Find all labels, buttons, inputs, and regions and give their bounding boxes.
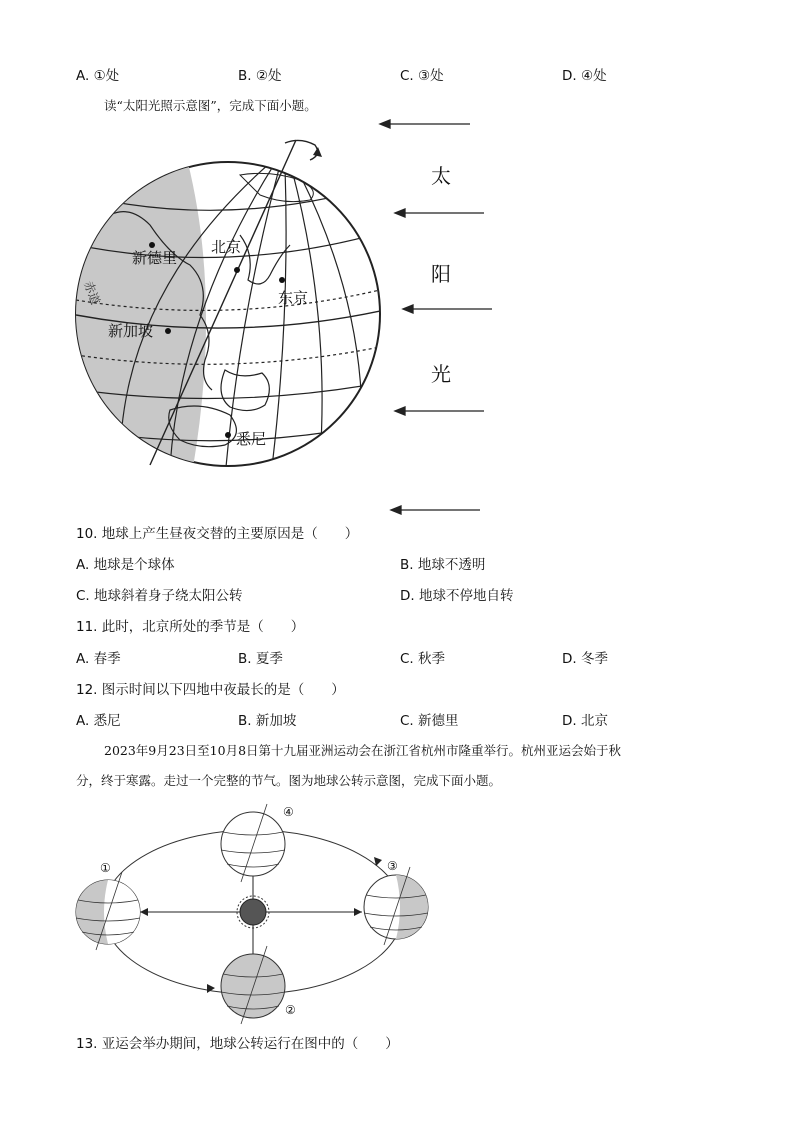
city-beijing: 北京 (211, 238, 242, 256)
q12-option-a: A. 悉尼 (76, 713, 121, 729)
intro-text-2-line-1: 2023年9月23日至10月8日第十九届亚洲运动会在浙江省杭州市隆重举行。杭州亚运会始于秋 (104, 743, 622, 758)
q10-option-c: C. 地球斜着身子绕太阳公转 (76, 588, 243, 604)
label-4: ④ (283, 805, 294, 819)
sun-char-1: 太 (431, 164, 451, 188)
q12-option-c: C. 新德里 (400, 713, 459, 729)
sun (240, 899, 266, 925)
sunlight-globe-figure (0, 115, 794, 515)
earth-position-1 (76, 872, 140, 950)
q10-stem: 10. 地球上产生昼夜交替的主要原因是（ ） (76, 526, 359, 542)
q11-stem: 11. 此时，北京所处的季节是（ ） (76, 619, 305, 635)
earth-position-4 (221, 804, 285, 882)
q10-option-a: A. 地球是个球体 (76, 557, 175, 573)
q12-option-d: D. 北京 (562, 713, 608, 729)
prev-option-c: C. ③处 (400, 68, 444, 84)
prev-option-d: D. ④处 (562, 68, 607, 84)
q12-stem: 12. 图示时间以下四地中夜最长的是（ ） (76, 682, 345, 698)
q10-option-d: D. 地球不停地自转 (400, 588, 514, 604)
q10-option-b: B. 地球不透明 (400, 557, 486, 573)
earth-revolution-figure (70, 800, 490, 1030)
sun-char-3: 光 (431, 362, 451, 386)
q11-option-d: D. 冬季 (562, 651, 608, 667)
prev-option-a: A. ①处 (76, 68, 120, 84)
rotation-arrow (285, 140, 318, 160)
label-3: ③ (387, 859, 398, 873)
city-new-delhi: 新德里 (132, 249, 178, 267)
q12-option-b: B. 新加坡 (238, 713, 297, 729)
sun-char-2: 阳 (431, 262, 451, 286)
city-singapore: 新加坡 (108, 322, 154, 340)
q11-option-a: A. 春季 (76, 651, 121, 667)
equator-label: 赤道 (81, 279, 103, 307)
q13-stem: 13. 亚运会举办期间，地球公转运行在图中的（ ） (76, 1036, 399, 1052)
q11-option-c: C. 秋季 (400, 651, 446, 667)
prev-option-b: B. ②处 (238, 68, 282, 84)
earth-position-3 (364, 867, 428, 945)
city-tokyo: 东京 (278, 289, 309, 307)
label-2: ② (285, 1003, 296, 1017)
q11-option-b: B. 夏季 (238, 651, 283, 667)
label-1: ① (100, 861, 111, 875)
city-sydney: 悉尼 (236, 430, 267, 448)
earth-position-2 (221, 946, 285, 1024)
intro-text-2-line-2: 分，终于寒露。走过一个完整的节气。图为地球公转示意图，完成下面小题。 (76, 773, 502, 788)
intro-text-1: 读“太阳光照示意图”，完成下面小题。 (104, 98, 317, 113)
